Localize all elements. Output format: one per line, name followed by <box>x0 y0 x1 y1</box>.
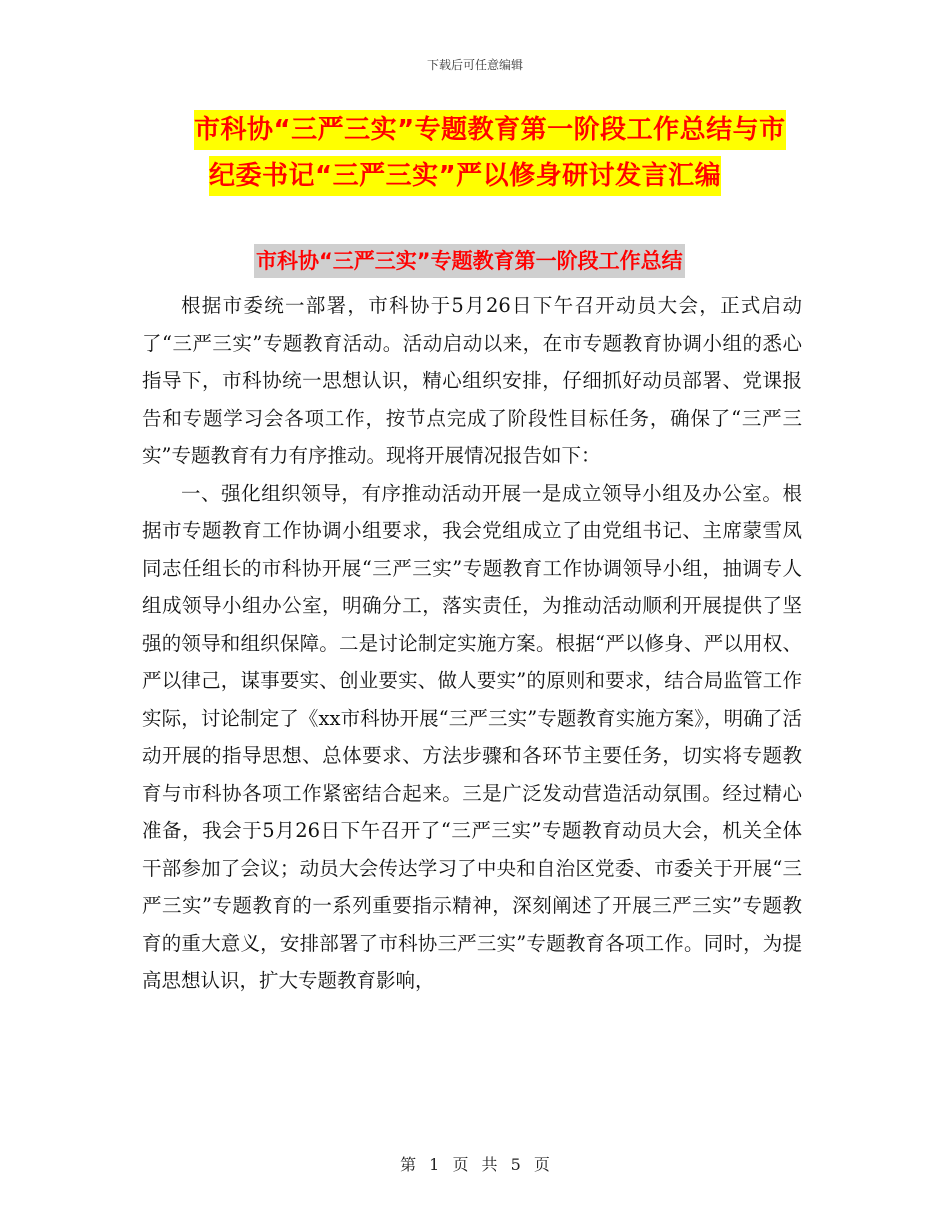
document-title <box>140 110 840 196</box>
page-header-note: 下载后可任意编辑 <box>426 58 523 72</box>
section-heading: 市科协“三严三实”专题教育第一阶段工作总结 <box>254 244 685 278</box>
document-title-line-2: 纪委书记“三严三实”严以修身研讨发言汇编 <box>209 156 721 196</box>
paragraph-section-one: 一、强化组织领导，有序推动活动开展一是成立领导小组及办公室。根据市专题教育工作协调小组要求，我会党组成立了由党组书记、主席蒙雪凤同志任组长的市科协开展“三严三实”专题教育工作协调领导小组，抽调专人组成领导小组办公室，明确分工，落实责任，为推动活动顺利开展提供了坚强的领导和组织保障。二是讨论制定实施方案。根据“严以修身、严以用权、严以律己，谋事要实、创业要实、做人要实”的原则和要求，结合局监管工作实际，讨论制定了《xx市科协开展“三严三实”专题教育实施方案》，明确了活动开展的指导思想、总体要求、方法步骤和各环节主要任务，切实将专题教育与市科协各项工作紧密结合起来。三是广泛发动营造活动氛围。经过精心准备，我会于5月26日下午召开了“三严三实”专题教育动员大会，机关全体干部参加了会议；动员大会传达学习了中央和自治区党委、市委关于开展“三严三实”专题教育的一系列重要指示精神，深刻阐述了开展三严三实”专题教育的重大意义，安排部署了市科协三严三实”专题教育各项工作。同时，为提高思想认识，扩大专题教育影响， <box>142 481 802 992</box>
document-title-line-1: 市科协“三严三实”专题教育第一阶段工作总结与市 <box>194 110 786 150</box>
page-footer: 第 1 页 共 5 页 <box>400 1155 550 1174</box>
paragraph-intro: 根据市委统一部署，市科协于5月26日下午召开动员大会，正式启动了“三严三实”专题教育活动。活动启动以来，在市专题教育协调小组的悉心指导下，市科协统一思想认识，精心组织安排，仔细抓好动员部署、党课报告和专题学习会各项工作，按节点完成了阶段性目标任务，确保了“三严三实”专题教育有力有序推动。现将开展情况报告如下： <box>142 294 802 467</box>
document-body <box>142 287 802 1000</box>
